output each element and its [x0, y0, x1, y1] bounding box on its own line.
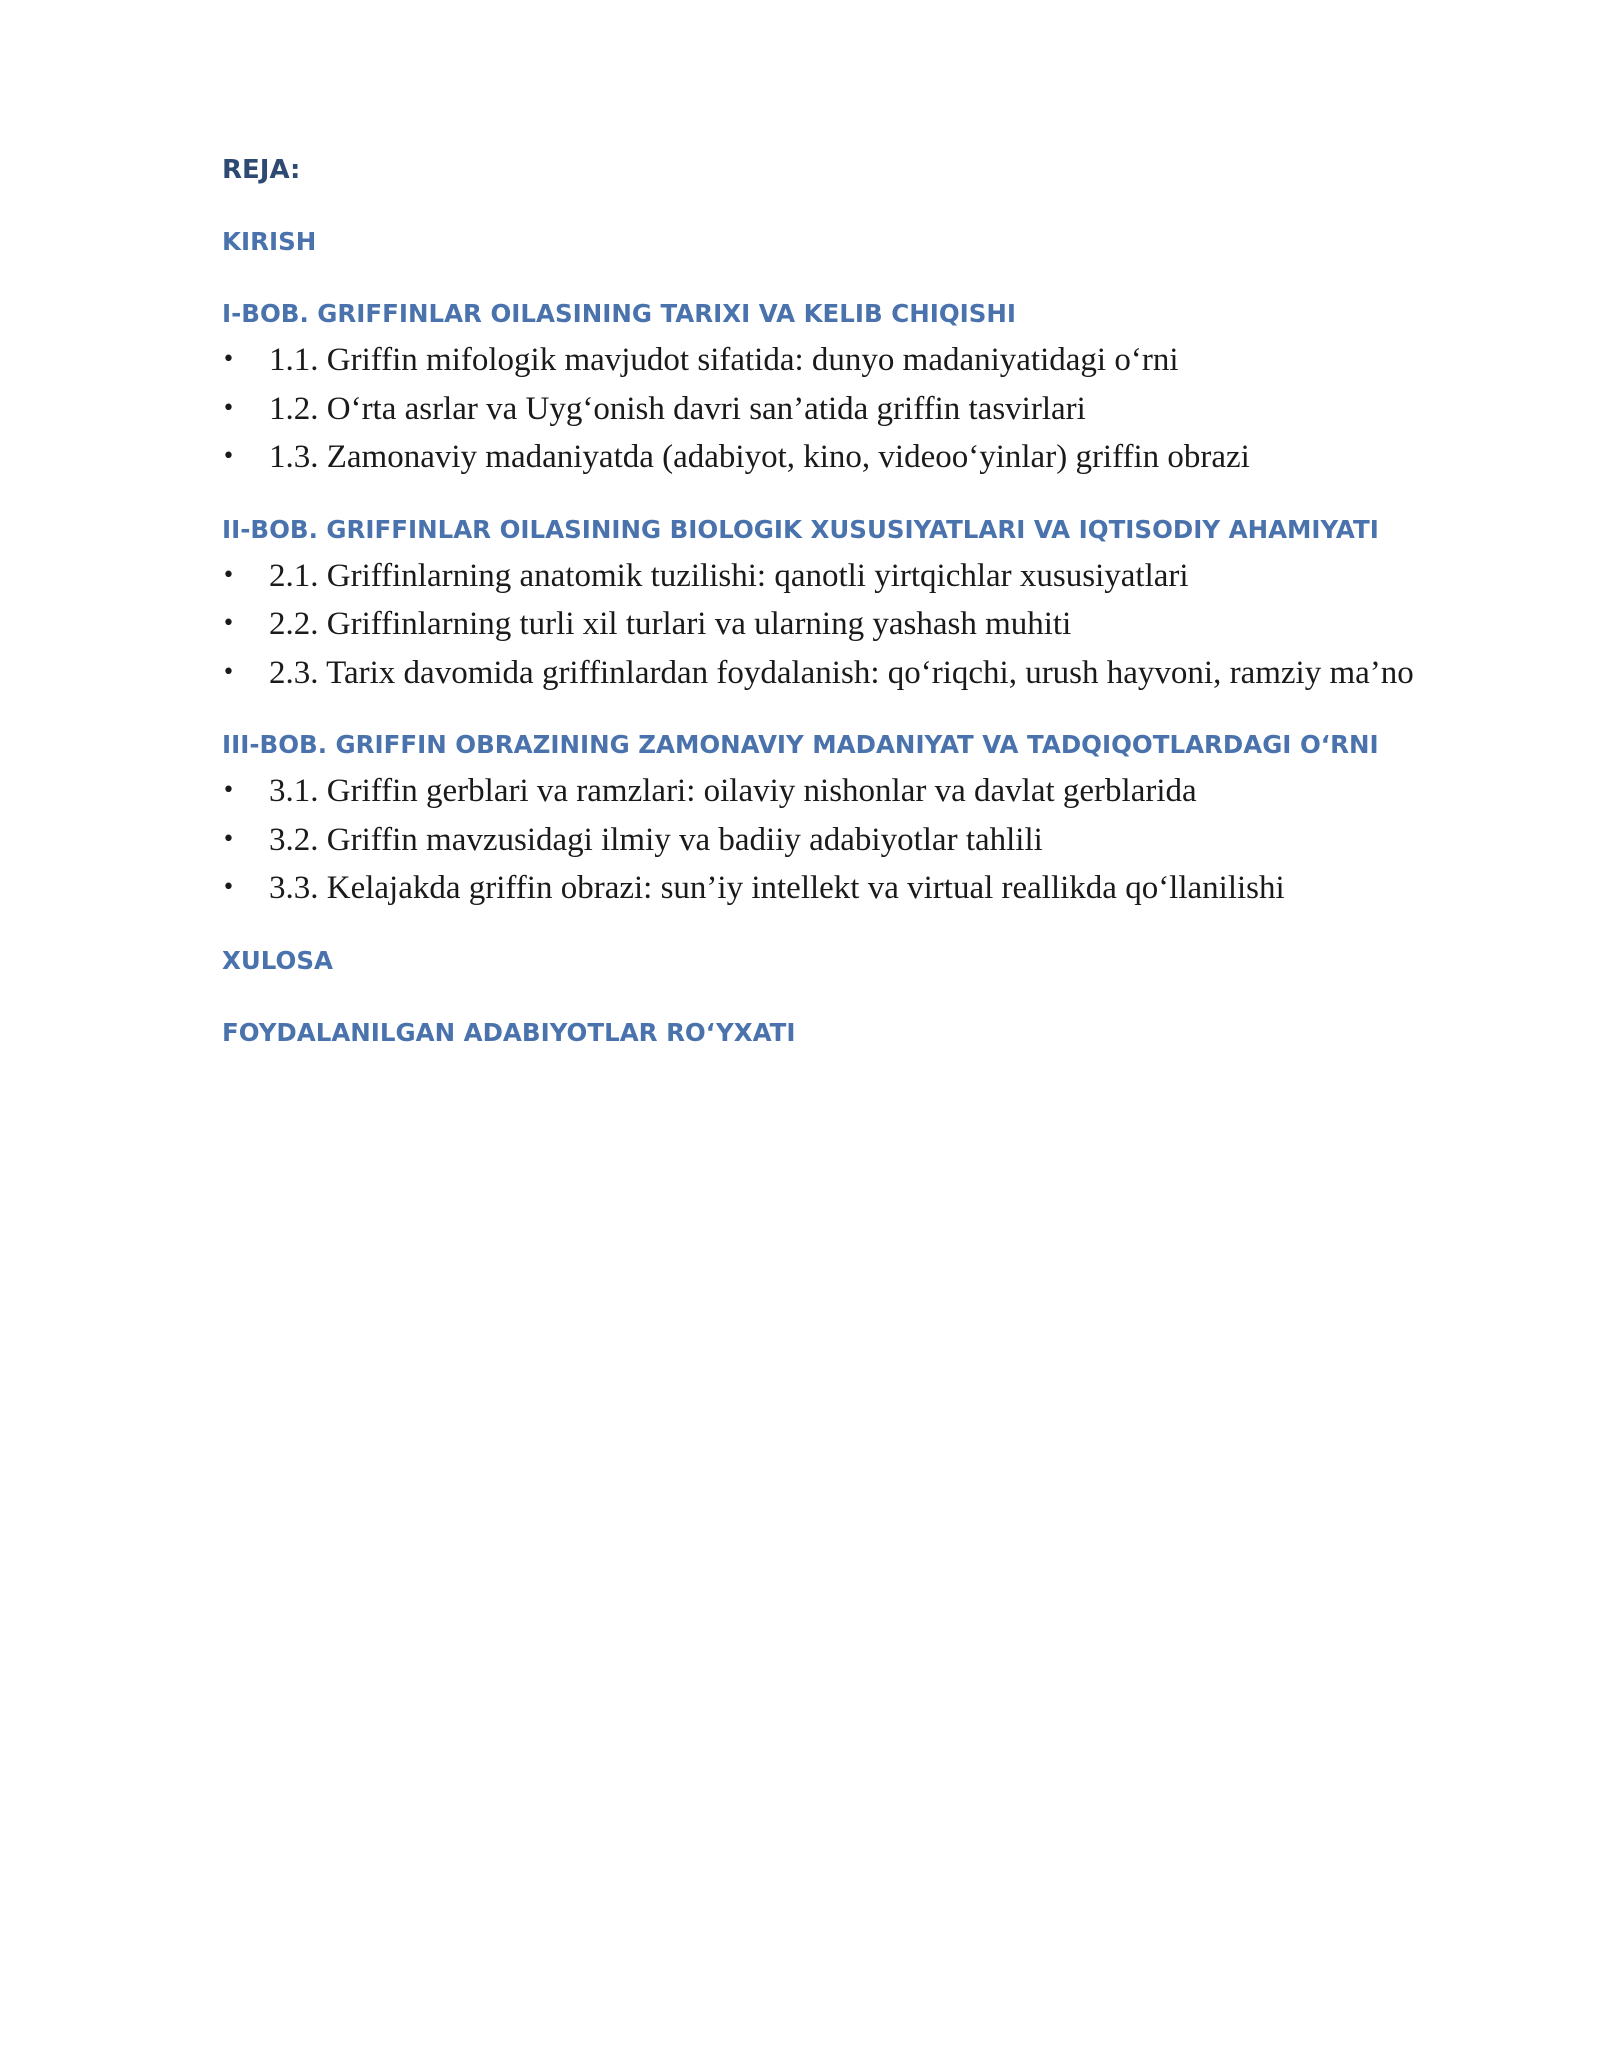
references-heading: FOYDALANILGAN ADABIYOTLAR RO‘YXATI [222, 1017, 796, 1047]
bullet-icon: • [222, 875, 235, 900]
list-item-text: 2.1. Griffinlarning anatomik tuzilishi: qanotli yirtqichlar xususiyatlari [269, 557, 1189, 594]
bullet-icon: • [222, 659, 235, 685]
chapter-2-title: II-BOB. GRIFFINLAR OILASINING BIOLOGIK XUSUSIYATLARI VA IQTISODIY AHAMIYATI [222, 514, 1379, 544]
bullet-icon: • [222, 562, 235, 588]
bullet-icon: • [222, 347, 235, 372]
list-item [222, 864, 1472, 913]
list-item-text: 3.1. Griffin gerblari va ramzlari: oilaviy nishonlar va davlat gerblarida [269, 773, 1197, 809]
list-item [222, 600, 1472, 649]
bullet-icon: • [222, 826, 235, 852]
list-item-text: 3.3. Kelajakda griffin obrazi: sun’iy intellekt va virtual reallikda qo‘llanilishi [269, 870, 1285, 906]
list-item [222, 816, 1472, 865]
intro-heading: KIRISH [222, 227, 317, 256]
document-content [222, 150, 1472, 1087]
conclusion-heading: XULOSA [222, 945, 333, 975]
chapter-1-title: I-BOB. GRIFFINLAR OILASINING TARIXI VA KELIB CHIQISHI [222, 299, 1017, 328]
list-item [222, 649, 1472, 698]
list-item [222, 767, 1472, 816]
chapter-2-list [222, 552, 1472, 698]
bullet-icon: • [222, 444, 235, 469]
list-item [222, 336, 1472, 385]
bullet-icon: • [222, 395, 235, 421]
list-item-text: 1.3. Zamonaviy madaniyatda (adabiyot, kino, videoo‘yinlar) griffin obrazi [269, 439, 1250, 475]
list-item [222, 552, 1472, 601]
list-item [222, 433, 1472, 482]
chapter-3-title: III-BOB. GRIFFIN OBRAZINING ZAMONAVIY MADANIYAT VA TADQIQOTLARDAGI O‘RNI [222, 730, 1379, 759]
list-item [222, 385, 1472, 434]
bullet-icon: • [222, 778, 235, 803]
bullet-icon: • [222, 611, 235, 636]
list-item-text: 2.2. Griffinlarning turli xil turlari va ularning yashash muhiti [269, 606, 1072, 642]
list-item-text: 3.2. Griffin mavzusidagi ilmiy va badiiy adabiyotlar tahlili [269, 821, 1043, 858]
list-item-text: 2.3. Tarix davomida griffinlardan foydalanish: qo‘riqchi, urush hayvoni, ramziy ma’no [269, 654, 1414, 691]
chapter-1-list [222, 336, 1472, 482]
list-item-text: 1.1. Griffin mifologik mavjudot sifatida: dunyo madaniyatidagi o‘rni [269, 342, 1179, 378]
chapter-3-list [222, 767, 1472, 913]
list-item-text: 1.2. O‘rta asrlar va Uyg‘onish davri san’atida griffin tasvirlari [269, 390, 1086, 427]
plan-title: REJA: [222, 155, 301, 185]
